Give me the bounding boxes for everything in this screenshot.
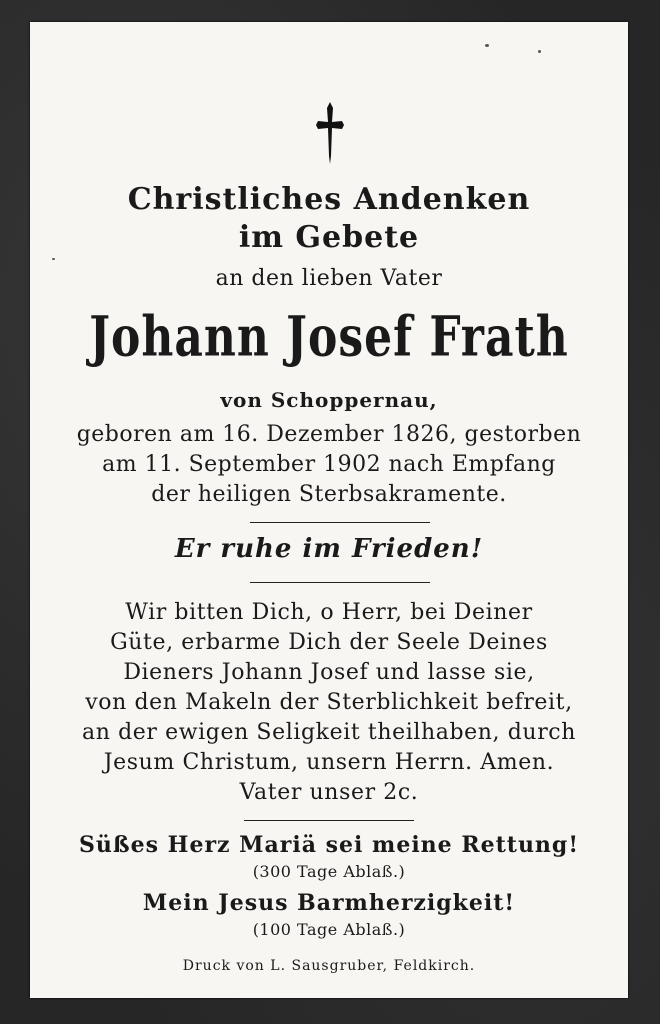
divider-bottom [250, 582, 430, 583]
paper-speck [485, 44, 489, 47]
printer-imprint: Druck von L. Sausgruber, Feldkirch. [182, 958, 476, 974]
indulgence-1: (300 Tage Ablaß.) [252, 862, 406, 881]
prayer-line: Jesum Christum, unsern Herrn. Amen. [103, 750, 555, 775]
life-dates-line-2: am 11. September 1902 nach Empfang [102, 452, 556, 477]
indulgence-2: (100 Tage Ablaß.) [252, 920, 406, 939]
prayer-line: Güte, erbarme Dich der Seele Deines [110, 630, 548, 655]
paper-speck [538, 50, 541, 53]
memorial-card [30, 22, 628, 998]
title-line-1: Christliches Andenken [127, 182, 531, 217]
cross-icon [315, 100, 345, 166]
title-line-2: im Gebete [238, 220, 420, 255]
prayer-line: von den Makeln der Sterblichkeit befreit, [85, 690, 573, 715]
prayer-line: an der ewigen Seligkeit theilhaben, durch [81, 720, 576, 745]
place-of-origin: von Schoppernau, [220, 388, 438, 412]
invocation-1: Süßes Herz Mariä sei meine Rettung! [79, 832, 579, 858]
invocation-2: Mein Jesus Barmherzigkeit! [142, 890, 516, 916]
prayer-line: Vater unser 2c. [239, 780, 419, 805]
paper-speck [52, 258, 55, 260]
dedication: an den lieben Vater [215, 266, 443, 291]
divider-top [250, 522, 430, 523]
prayer-line: Dieners Johann Josef und lasse sie, [123, 660, 535, 685]
life-dates-line-1: geboren am 16. Dezember 1826, gestorben [76, 422, 582, 447]
divider-prayer [244, 820, 414, 821]
rest-in-peace: Er ruhe im Frieden! [174, 534, 484, 564]
deceased-name: Johann Josef Frath [89, 305, 569, 370]
prayer-line: Wir bitten Dich, o Herr, bei Deiner [125, 600, 533, 625]
life-dates-line-3: der heiligen Sterbsakramente. [151, 482, 507, 507]
